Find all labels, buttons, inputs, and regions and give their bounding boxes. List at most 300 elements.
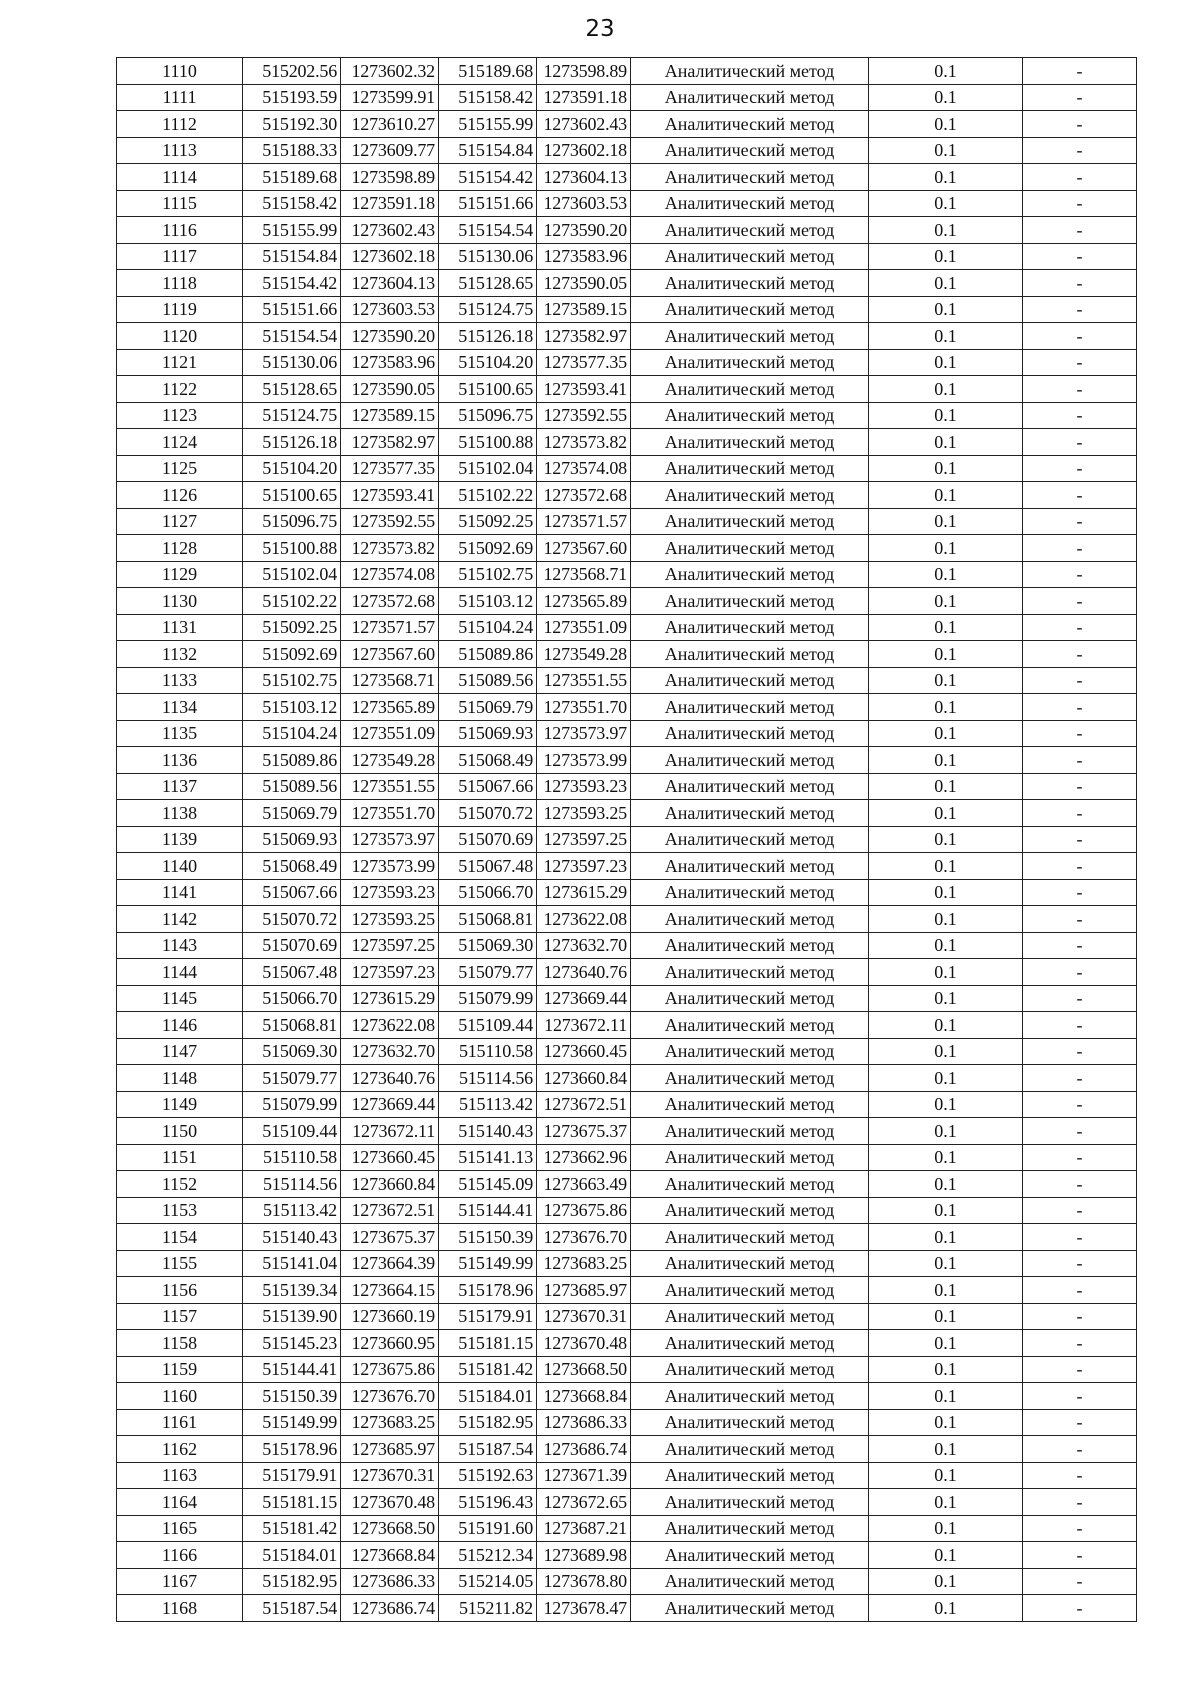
end-y-cell: 1273672.51	[537, 1091, 631, 1118]
segment-number-cell: 1144	[117, 959, 243, 986]
accuracy-cell: 0.1	[869, 906, 1023, 933]
start-y-cell: 1273603.53	[341, 296, 439, 323]
segment-number-cell: 1147	[117, 1038, 243, 1065]
note-cell: -	[1023, 217, 1137, 244]
end-x-cell: 515130.06	[439, 243, 537, 270]
method-cell: Аналитический метод	[631, 429, 869, 456]
start-x-cell: 515149.99	[243, 1409, 341, 1436]
method-cell: Аналитический метод	[631, 1091, 869, 1118]
end-y-cell: 1273593.23	[537, 773, 631, 800]
start-x-cell: 515192.30	[243, 111, 341, 138]
note-cell: -	[1023, 959, 1137, 986]
start-x-cell: 515100.88	[243, 535, 341, 562]
method-cell: Аналитический метод	[631, 588, 869, 615]
end-y-cell: 1273603.53	[537, 190, 631, 217]
start-x-cell: 515104.20	[243, 455, 341, 482]
segment-number-cell: 1153	[117, 1197, 243, 1224]
method-cell: Аналитический метод	[631, 773, 869, 800]
table-row	[117, 455, 1137, 482]
end-y-cell: 1273573.99	[537, 747, 631, 774]
table-row	[117, 561, 1137, 588]
end-x-cell: 515100.88	[439, 429, 537, 456]
start-x-cell: 515067.48	[243, 959, 341, 986]
end-y-cell: 1273668.84	[537, 1383, 631, 1410]
method-cell: Аналитический метод	[631, 164, 869, 191]
segment-number-cell: 1166	[117, 1542, 243, 1569]
accuracy-cell: 0.1	[869, 1489, 1023, 1516]
end-y-cell: 1273670.31	[537, 1303, 631, 1330]
end-y-cell: 1273551.09	[537, 614, 631, 641]
note-cell: -	[1023, 376, 1137, 403]
end-x-cell: 515068.81	[439, 906, 537, 933]
segment-number-cell: 1145	[117, 985, 243, 1012]
accuracy-cell: 0.1	[869, 429, 1023, 456]
table-row	[117, 906, 1137, 933]
start-y-cell: 1273598.89	[341, 164, 439, 191]
accuracy-cell: 0.1	[869, 1277, 1023, 1304]
accuracy-cell: 0.1	[869, 1515, 1023, 1542]
method-cell: Аналитический метод	[631, 879, 869, 906]
table-row	[117, 270, 1137, 297]
accuracy-cell: 0.1	[869, 879, 1023, 906]
end-x-cell: 515154.54	[439, 217, 537, 244]
table-row	[117, 1118, 1137, 1145]
table-row	[117, 376, 1137, 403]
end-y-cell: 1273640.76	[537, 959, 631, 986]
start-y-cell: 1273549.28	[341, 747, 439, 774]
end-x-cell: 515184.01	[439, 1383, 537, 1410]
table-row	[117, 932, 1137, 959]
start-y-cell: 1273602.18	[341, 243, 439, 270]
start-x-cell: 515109.44	[243, 1118, 341, 1145]
start-y-cell: 1273572.68	[341, 588, 439, 615]
end-y-cell: 1273598.89	[537, 58, 631, 85]
segment-number-cell: 1136	[117, 747, 243, 774]
note-cell: -	[1023, 879, 1137, 906]
accuracy-cell: 0.1	[869, 747, 1023, 774]
start-y-cell: 1273593.23	[341, 879, 439, 906]
start-y-cell: 1273582.97	[341, 429, 439, 456]
start-x-cell: 515140.43	[243, 1224, 341, 1251]
note-cell: -	[1023, 1356, 1137, 1383]
start-x-cell: 515145.23	[243, 1330, 341, 1357]
end-x-cell: 515196.43	[439, 1489, 537, 1516]
segment-number-cell: 1146	[117, 1012, 243, 1039]
accuracy-cell: 0.1	[869, 720, 1023, 747]
start-x-cell: 515069.79	[243, 800, 341, 827]
table-row	[117, 1091, 1137, 1118]
accuracy-cell: 0.1	[869, 137, 1023, 164]
method-cell: Аналитический метод	[631, 58, 869, 85]
start-x-cell: 515128.65	[243, 376, 341, 403]
end-y-cell: 1273663.49	[537, 1171, 631, 1198]
note-cell: -	[1023, 243, 1137, 270]
start-x-cell: 515070.69	[243, 932, 341, 959]
segment-number-cell: 1168	[117, 1595, 243, 1622]
segment-number-cell: 1116	[117, 217, 243, 244]
note-cell: -	[1023, 137, 1137, 164]
start-y-cell: 1273669.44	[341, 1091, 439, 1118]
table-row	[117, 1409, 1137, 1436]
table-row	[117, 747, 1137, 774]
table-row	[117, 1462, 1137, 1489]
segment-number-cell: 1126	[117, 482, 243, 509]
end-x-cell: 515145.09	[439, 1171, 537, 1198]
start-x-cell: 515193.59	[243, 84, 341, 111]
segment-number-cell: 1122	[117, 376, 243, 403]
start-x-cell: 515179.91	[243, 1462, 341, 1489]
method-cell: Аналитический метод	[631, 1356, 869, 1383]
table-row	[117, 641, 1137, 668]
accuracy-cell: 0.1	[869, 1171, 1023, 1198]
page-number: 23	[585, 16, 615, 42]
end-y-cell: 1273567.60	[537, 535, 631, 562]
end-y-cell: 1273660.84	[537, 1065, 631, 1092]
table-row	[117, 826, 1137, 853]
table-row	[117, 694, 1137, 721]
end-x-cell: 515070.69	[439, 826, 537, 853]
start-y-cell: 1273660.19	[341, 1303, 439, 1330]
start-y-cell: 1273675.86	[341, 1356, 439, 1383]
start-y-cell: 1273675.37	[341, 1224, 439, 1251]
start-y-cell: 1273615.29	[341, 985, 439, 1012]
segment-number-cell: 1131	[117, 614, 243, 641]
segment-number-cell: 1128	[117, 535, 243, 562]
end-x-cell: 515104.20	[439, 349, 537, 376]
table-row	[117, 1250, 1137, 1277]
end-x-cell: 515181.15	[439, 1330, 537, 1357]
start-x-cell: 515181.42	[243, 1515, 341, 1542]
end-y-cell: 1273683.25	[537, 1250, 631, 1277]
segment-number-cell: 1165	[117, 1515, 243, 1542]
method-cell: Аналитический метод	[631, 641, 869, 668]
method-cell: Аналитический метод	[631, 694, 869, 721]
accuracy-cell: 0.1	[869, 323, 1023, 350]
start-x-cell: 515150.39	[243, 1383, 341, 1410]
start-y-cell: 1273593.41	[341, 482, 439, 509]
table-row	[117, 1303, 1137, 1330]
accuracy-cell: 0.1	[869, 1436, 1023, 1463]
method-cell: Аналитический метод	[631, 853, 869, 880]
segment-number-cell: 1157	[117, 1303, 243, 1330]
start-x-cell: 515141.04	[243, 1250, 341, 1277]
accuracy-cell: 0.1	[869, 694, 1023, 721]
table-row	[117, 190, 1137, 217]
start-y-cell: 1273610.27	[341, 111, 439, 138]
start-y-cell: 1273551.09	[341, 720, 439, 747]
start-x-cell: 515096.75	[243, 508, 341, 535]
note-cell: -	[1023, 190, 1137, 217]
end-y-cell: 1273660.45	[537, 1038, 631, 1065]
accuracy-cell: 0.1	[869, 800, 1023, 827]
table-row	[117, 1595, 1137, 1622]
accuracy-cell: 0.1	[869, 667, 1023, 694]
method-cell: Аналитический метод	[631, 296, 869, 323]
start-x-cell: 515113.42	[243, 1197, 341, 1224]
start-y-cell: 1273565.89	[341, 694, 439, 721]
end-y-cell: 1273676.70	[537, 1224, 631, 1251]
note-cell: -	[1023, 906, 1137, 933]
end-x-cell: 515214.05	[439, 1568, 537, 1595]
start-y-cell: 1273660.45	[341, 1144, 439, 1171]
end-x-cell: 515103.12	[439, 588, 537, 615]
start-y-cell: 1273672.51	[341, 1197, 439, 1224]
end-y-cell: 1273615.29	[537, 879, 631, 906]
note-cell: -	[1023, 1595, 1137, 1622]
method-cell: Аналитический метод	[631, 1489, 869, 1516]
segment-number-cell: 1135	[117, 720, 243, 747]
table-row	[117, 1065, 1137, 1092]
note-cell: -	[1023, 1568, 1137, 1595]
end-x-cell: 515154.84	[439, 137, 537, 164]
start-x-cell: 515188.33	[243, 137, 341, 164]
accuracy-cell: 0.1	[869, 1595, 1023, 1622]
start-x-cell: 515154.54	[243, 323, 341, 350]
end-y-cell: 1273622.08	[537, 906, 631, 933]
note-cell: -	[1023, 455, 1137, 482]
accuracy-cell: 0.1	[869, 1065, 1023, 1092]
note-cell: -	[1023, 588, 1137, 615]
accuracy-cell: 0.1	[869, 588, 1023, 615]
coordinates-table	[116, 57, 1137, 1622]
end-x-cell: 515128.65	[439, 270, 537, 297]
accuracy-cell: 0.1	[869, 296, 1023, 323]
end-y-cell: 1273669.44	[537, 985, 631, 1012]
start-y-cell: 1273670.31	[341, 1462, 439, 1489]
table-row	[117, 349, 1137, 376]
note-cell: -	[1023, 1091, 1137, 1118]
segment-number-cell: 1125	[117, 455, 243, 482]
segment-number-cell: 1160	[117, 1383, 243, 1410]
end-y-cell: 1273577.35	[537, 349, 631, 376]
end-x-cell: 515150.39	[439, 1224, 537, 1251]
end-x-cell: 515144.41	[439, 1197, 537, 1224]
table-row	[117, 482, 1137, 509]
segment-number-cell: 1133	[117, 667, 243, 694]
note-cell: -	[1023, 561, 1137, 588]
table-row	[117, 1277, 1137, 1304]
accuracy-cell: 0.1	[869, 376, 1023, 403]
table-row	[117, 1224, 1137, 1251]
accuracy-cell: 0.1	[869, 1383, 1023, 1410]
table-row	[117, 1038, 1137, 1065]
segment-number-cell: 1156	[117, 1277, 243, 1304]
end-x-cell: 515100.65	[439, 376, 537, 403]
note-cell: -	[1023, 1144, 1137, 1171]
method-cell: Аналитический метод	[631, 932, 869, 959]
end-y-cell: 1273551.70	[537, 694, 631, 721]
accuracy-cell: 0.1	[869, 614, 1023, 641]
end-x-cell: 515089.56	[439, 667, 537, 694]
end-y-cell: 1273632.70	[537, 932, 631, 959]
segment-number-cell: 1140	[117, 853, 243, 880]
segment-number-cell: 1154	[117, 1224, 243, 1251]
start-x-cell: 515154.42	[243, 270, 341, 297]
start-x-cell: 515069.93	[243, 826, 341, 853]
method-cell: Аналитический метод	[631, 1330, 869, 1357]
table-row	[117, 773, 1137, 800]
method-cell: Аналитический метод	[631, 1303, 869, 1330]
segment-number-cell: 1117	[117, 243, 243, 270]
start-y-cell: 1273632.70	[341, 1038, 439, 1065]
note-cell: -	[1023, 323, 1137, 350]
end-y-cell: 1273568.71	[537, 561, 631, 588]
segment-number-cell: 1132	[117, 641, 243, 668]
start-x-cell: 515202.56	[243, 58, 341, 85]
start-x-cell: 515102.75	[243, 667, 341, 694]
method-cell: Аналитический метод	[631, 111, 869, 138]
end-x-cell: 515211.82	[439, 1595, 537, 1622]
note-cell: -	[1023, 667, 1137, 694]
method-cell: Аналитический метод	[631, 906, 869, 933]
accuracy-cell: 0.1	[869, 535, 1023, 562]
table-row	[117, 535, 1137, 562]
method-cell: Аналитический метод	[631, 217, 869, 244]
start-x-cell: 515079.77	[243, 1065, 341, 1092]
end-y-cell: 1273582.97	[537, 323, 631, 350]
start-y-cell: 1273672.11	[341, 1118, 439, 1145]
method-cell: Аналитический метод	[631, 959, 869, 986]
start-x-cell: 515089.56	[243, 773, 341, 800]
end-y-cell: 1273565.89	[537, 588, 631, 615]
start-y-cell: 1273604.13	[341, 270, 439, 297]
accuracy-cell: 0.1	[869, 826, 1023, 853]
accuracy-cell: 0.1	[869, 1012, 1023, 1039]
end-y-cell: 1273571.57	[537, 508, 631, 535]
method-cell: Аналитический метод	[631, 535, 869, 562]
segment-number-cell: 1123	[117, 402, 243, 429]
accuracy-cell: 0.1	[869, 959, 1023, 986]
start-x-cell: 515114.56	[243, 1171, 341, 1198]
end-x-cell: 515212.34	[439, 1542, 537, 1569]
note-cell: -	[1023, 747, 1137, 774]
table-row	[117, 667, 1137, 694]
segment-number-cell: 1121	[117, 349, 243, 376]
method-cell: Аналитический метод	[631, 1436, 869, 1463]
accuracy-cell: 0.1	[869, 1303, 1023, 1330]
end-x-cell: 515068.49	[439, 747, 537, 774]
method-cell: Аналитический метод	[631, 1038, 869, 1065]
note-cell: -	[1023, 1515, 1137, 1542]
start-y-cell: 1273573.97	[341, 826, 439, 853]
end-y-cell: 1273573.97	[537, 720, 631, 747]
note-cell: -	[1023, 84, 1137, 111]
end-x-cell: 515104.24	[439, 614, 537, 641]
table-row	[117, 1515, 1137, 1542]
table-row	[117, 217, 1137, 244]
method-cell: Аналитический метод	[631, 985, 869, 1012]
segment-number-cell: 1111	[117, 84, 243, 111]
end-x-cell: 515069.30	[439, 932, 537, 959]
table-row	[117, 614, 1137, 641]
accuracy-cell: 0.1	[869, 932, 1023, 959]
start-x-cell: 515100.65	[243, 482, 341, 509]
note-cell: -	[1023, 1197, 1137, 1224]
method-cell: Аналитический метод	[631, 1383, 869, 1410]
segment-number-cell: 1112	[117, 111, 243, 138]
end-y-cell: 1273549.28	[537, 641, 631, 668]
table-body	[117, 58, 1137, 1622]
start-y-cell: 1273590.05	[341, 376, 439, 403]
end-x-cell: 515102.22	[439, 482, 537, 509]
start-y-cell: 1273668.84	[341, 1542, 439, 1569]
table-row	[117, 985, 1137, 1012]
table-row	[117, 959, 1137, 986]
end-x-cell: 515069.93	[439, 720, 537, 747]
table-row	[117, 429, 1137, 456]
method-cell: Аналитический метод	[631, 84, 869, 111]
end-y-cell: 1273686.74	[537, 1436, 631, 1463]
end-x-cell: 515102.75	[439, 561, 537, 588]
table-row	[117, 800, 1137, 827]
segment-number-cell: 1130	[117, 588, 243, 615]
end-x-cell: 515182.95	[439, 1409, 537, 1436]
note-cell: -	[1023, 270, 1137, 297]
table-row	[117, 296, 1137, 323]
segment-number-cell: 1164	[117, 1489, 243, 1516]
segment-number-cell: 1129	[117, 561, 243, 588]
start-x-cell: 515079.99	[243, 1091, 341, 1118]
table-row	[117, 243, 1137, 270]
end-y-cell: 1273670.48	[537, 1330, 631, 1357]
end-x-cell: 515114.56	[439, 1065, 537, 1092]
accuracy-cell: 0.1	[869, 349, 1023, 376]
segment-number-cell: 1138	[117, 800, 243, 827]
method-cell: Аналитический метод	[631, 323, 869, 350]
note-cell: -	[1023, 932, 1137, 959]
start-y-cell: 1273593.25	[341, 906, 439, 933]
start-y-cell: 1273567.60	[341, 641, 439, 668]
start-y-cell: 1273664.15	[341, 1277, 439, 1304]
start-x-cell: 515181.15	[243, 1489, 341, 1516]
note-cell: -	[1023, 402, 1137, 429]
start-y-cell: 1273670.48	[341, 1489, 439, 1516]
accuracy-cell: 0.1	[869, 243, 1023, 270]
method-cell: Аналитический метод	[631, 561, 869, 588]
accuracy-cell: 0.1	[869, 1197, 1023, 1224]
end-y-cell: 1273589.15	[537, 296, 631, 323]
accuracy-cell: 0.1	[869, 1568, 1023, 1595]
start-y-cell: 1273597.23	[341, 959, 439, 986]
note-cell: -	[1023, 1436, 1137, 1463]
start-y-cell: 1273622.08	[341, 1012, 439, 1039]
note-cell: -	[1023, 296, 1137, 323]
table-row	[117, 137, 1137, 164]
segment-number-cell: 1150	[117, 1118, 243, 1145]
end-y-cell: 1273662.96	[537, 1144, 631, 1171]
end-x-cell: 515089.86	[439, 641, 537, 668]
method-cell: Аналитический метод	[631, 190, 869, 217]
segment-number-cell: 1167	[117, 1568, 243, 1595]
accuracy-cell: 0.1	[869, 58, 1023, 85]
table-row	[117, 1568, 1137, 1595]
end-y-cell: 1273602.18	[537, 137, 631, 164]
start-x-cell: 515102.22	[243, 588, 341, 615]
segment-number-cell: 1137	[117, 773, 243, 800]
start-x-cell: 515070.72	[243, 906, 341, 933]
table-row	[117, 111, 1137, 138]
method-cell: Аналитический метод	[631, 1144, 869, 1171]
start-y-cell: 1273551.70	[341, 800, 439, 827]
segment-number-cell: 1110	[117, 58, 243, 85]
method-cell: Аналитический метод	[631, 402, 869, 429]
start-y-cell: 1273551.55	[341, 773, 439, 800]
segment-number-cell: 1113	[117, 137, 243, 164]
end-y-cell: 1273675.86	[537, 1197, 631, 1224]
table-row	[117, 1436, 1137, 1463]
note-cell: -	[1023, 1303, 1137, 1330]
start-y-cell: 1273568.71	[341, 667, 439, 694]
